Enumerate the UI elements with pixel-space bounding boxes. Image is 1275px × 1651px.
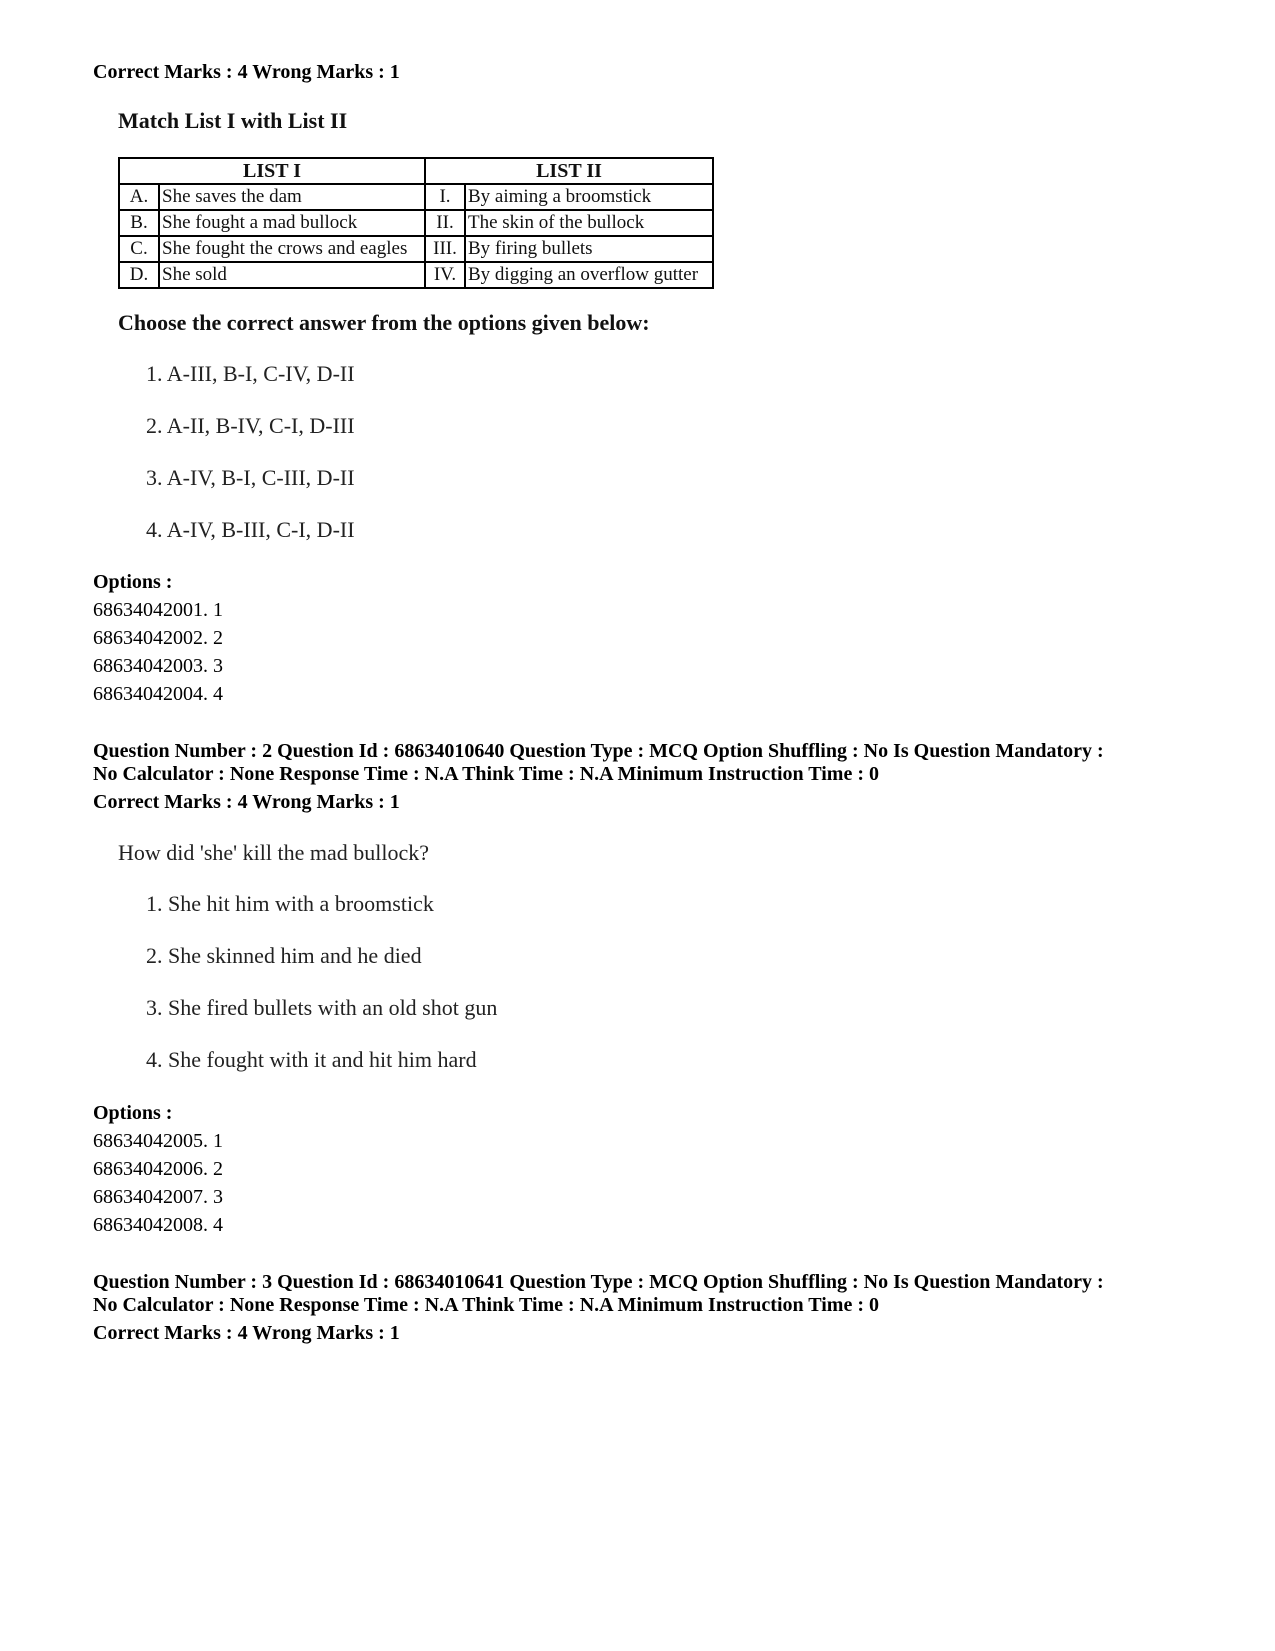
list-two-cell: By digging an overflow gutter (465, 262, 713, 288)
answer-choice-2: 2. A-II, B-IV, C-I, D-III (146, 413, 355, 438)
row-label: II. (425, 210, 465, 236)
list-two-cell: By aiming a broomstick (465, 184, 713, 210)
option-id-1: 68634042001. 1 (93, 599, 223, 621)
question-header-line2: No Calculator : None Response Time : N.A Think Time : N.A Minimum Instruction Time : 0 (93, 1294, 879, 1316)
answer-choice-1: 1. She hit him with a broomstick (146, 891, 434, 916)
question-header-line1: Question Number : 3 Question Id : 68634010641 Question Type : MCQ Option Shuffling : No Is Question Mandatory : (93, 1271, 1104, 1293)
option-id-4: 68634042008. 4 (93, 1214, 223, 1236)
row-label: IV. (425, 262, 465, 288)
answer-choice-2: 2. She skinned him and he died (146, 943, 422, 968)
answer-choice-3: 3. She fired bullets with an old shot gun (146, 995, 498, 1020)
answer-choice-3: 3. A-IV, B-I, C-III, D-II (146, 465, 355, 490)
list-one-cell: She saves the dam (159, 184, 425, 210)
list-one-header: LIST I (119, 158, 425, 184)
option-id-4: 68634042004. 4 (93, 683, 223, 705)
option-id-2: 68634042006. 2 (93, 1158, 223, 1180)
question-header-line2: No Calculator : None Response Time : N.A Think Time : N.A Minimum Instruction Time : 0 (93, 763, 879, 785)
question-header-line1: Question Number : 2 Question Id : 68634010640 Question Type : MCQ Option Shuffling : No Is Question Mandatory : (93, 740, 1104, 762)
option-id-3: 68634042003. 3 (93, 655, 223, 677)
row-label: D. (119, 262, 159, 288)
row-label: III. (425, 236, 465, 262)
options-title: Options : (93, 571, 173, 593)
choose-instruction: Choose the correct answer from the options given below: (118, 310, 650, 335)
list-one-cell: She sold (159, 262, 425, 288)
option-id-1: 68634042005. 1 (93, 1130, 223, 1152)
row-label: I. (425, 184, 465, 210)
list-two-cell: By firing bullets (465, 236, 713, 262)
row-label: C. (119, 236, 159, 262)
answer-choice-4: 4. A-IV, B-III, C-I, D-II (146, 517, 355, 542)
answer-choice-1: 1. A-III, B-I, C-IV, D-II (146, 361, 355, 386)
list-one-cell: She fought a mad bullock (159, 210, 425, 236)
table-row (119, 184, 713, 210)
list-one-cell: She fought the crows and eagles (159, 236, 425, 262)
list-two-header: LIST II (425, 158, 713, 184)
option-id-2: 68634042002. 2 (93, 627, 223, 649)
options-title: Options : (93, 1102, 173, 1124)
table-row (119, 262, 713, 288)
table-row (119, 210, 713, 236)
answer-choice-4: 4. She fought with it and hit him hard (146, 1047, 477, 1072)
question-heading: Match List I with List II (118, 108, 348, 133)
marks-line: Correct Marks : 4 Wrong Marks : 1 (93, 61, 400, 83)
question-text: How did 'she' kill the mad bullock? (118, 840, 429, 865)
list-two-cell: The skin of the bullock (465, 210, 713, 236)
table-row (119, 236, 713, 262)
match-table (118, 157, 714, 289)
table-header-row (119, 158, 713, 184)
row-label: A. (119, 184, 159, 210)
marks-line: Correct Marks : 4 Wrong Marks : 1 (93, 1322, 400, 1344)
option-id-3: 68634042007. 3 (93, 1186, 223, 1208)
match-table-wrap (118, 157, 714, 289)
row-label: B. (119, 210, 159, 236)
marks-line: Correct Marks : 4 Wrong Marks : 1 (93, 791, 400, 813)
